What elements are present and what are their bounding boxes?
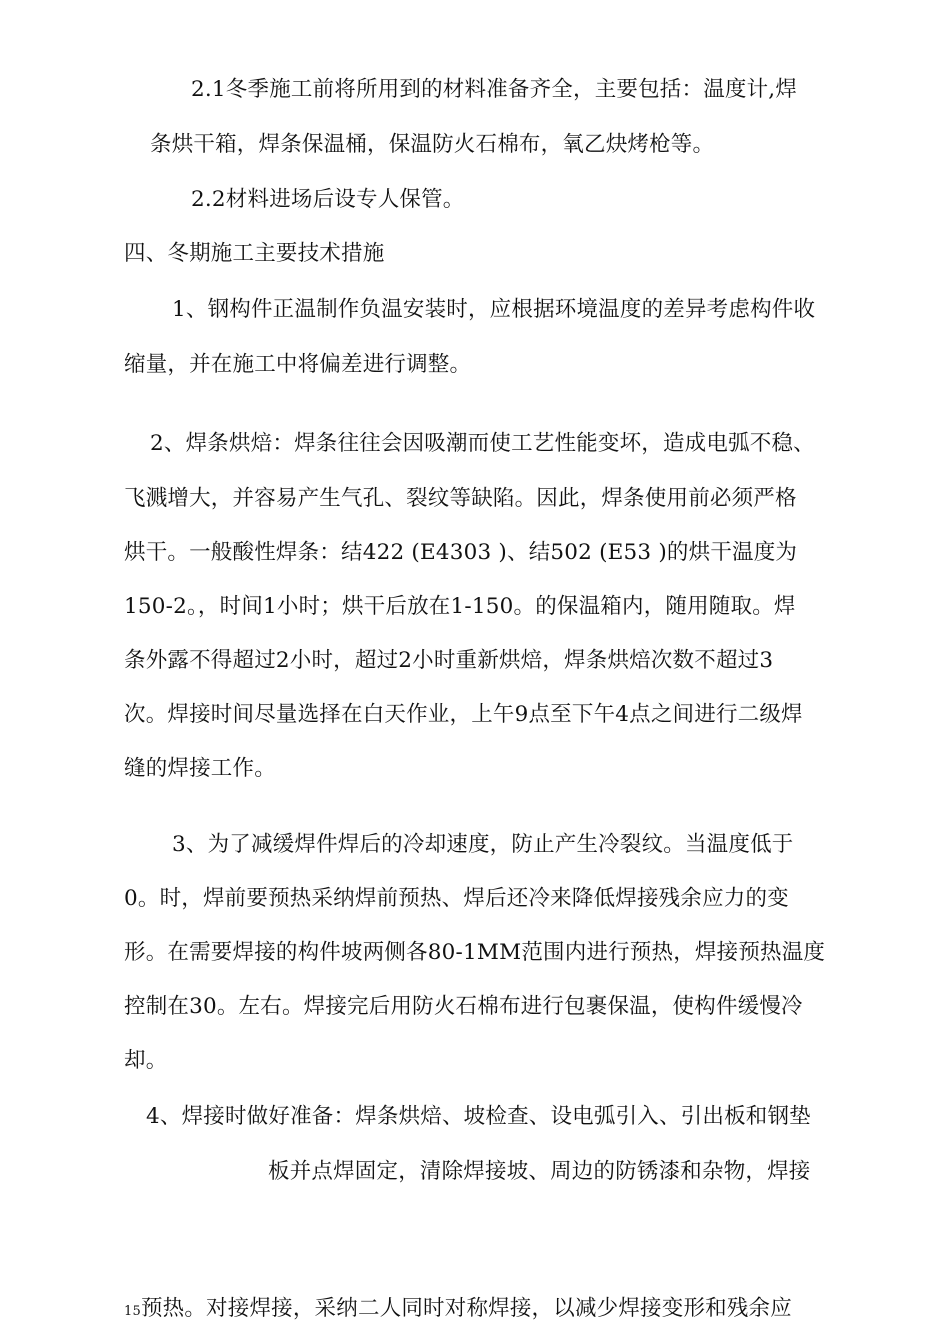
para-2-line-1: 2、焊条烘焙：焊条往往会因吸潮而使工艺性能变坏，造成电弧不稳、 <box>150 431 815 456</box>
para-3-line-5: 却。 <box>124 1048 168 1073</box>
page-number: 15 <box>124 1304 141 1319</box>
para-2-line-4: 150-2。，时间1小时；烘干后放在1-150。的保温箱内，随用随取。焊 <box>124 594 796 619</box>
para-2-2: 2.2材料进场后设专人保管。 <box>191 187 465 212</box>
para-2-line-7: 缝的焊接工作。 <box>124 756 276 781</box>
footer-line <box>124 1295 792 1326</box>
para-3-line-2: 0。时，焊前要预热采纳焊前预热、焊后还冷来降低焊接残余应力的变 <box>124 886 789 911</box>
para-2-1-line-2: 条烘干箱，焊条保温桶，保温防火石棉布，氧乙炔烤枪等。 <box>150 132 715 157</box>
para-2-line-6: 次。焊接时间尽量选择在白天作业，上午9点至下午4点之间进行二级焊 <box>124 702 803 727</box>
footer-text: 预热。对接焊接，采纳二人同时对称焊接，以减少焊接变形和残余应 <box>140 1296 792 1321</box>
section-heading: 四、冬期施工主要技术措施 <box>124 241 385 266</box>
para-1-line-1: 1、钢构件正温制作负温安装时，应根据环境温度的差异考虑构件收 <box>172 297 816 322</box>
para-2-line-2: 飞溅增大，并容易产生气孔、裂纹等缺陷。因此，焊条使用前必须严格 <box>124 486 797 511</box>
para-4-line-2: 板并点焊固定，清除焊接坡、周边的防锈漆和杂物，焊接 <box>268 1159 811 1184</box>
para-1-line-2: 缩量，并在施工中将偏差进行调整。 <box>124 352 472 377</box>
para-3-line-1: 3、为了减缓焊件焊后的冷却速度，防止产生冷裂纹。当温度低于 <box>172 832 794 857</box>
para-4-line-1: 4、焊接时做好准备：焊条烘焙、坡检查、设电弧引入、引出板和钢垫 <box>146 1104 811 1129</box>
para-2-line-3: 烘干。一般酸性焊条：结422 (E4303 )、结502 (E53 )的烘干温度为 <box>124 540 798 565</box>
para-3-line-3: 形。在需要焊接的构件坡两侧各80-1MM范围内进行预热，焊接预热温度 <box>124 940 826 965</box>
para-2-line-5: 条外露不得超过2小时，超过2小时重新烘焙，焊条烘焙次数不超过3 <box>124 648 774 673</box>
para-3-line-4: 控制在30。左右。焊接完后用防火石棉布进行包裹保温，使构件缓慢冷 <box>124 994 803 1019</box>
para-2-1-line-1: 2.1冬季施工前将所用到的材料准备齐全，主要包括：温度计,焊 <box>191 77 798 102</box>
